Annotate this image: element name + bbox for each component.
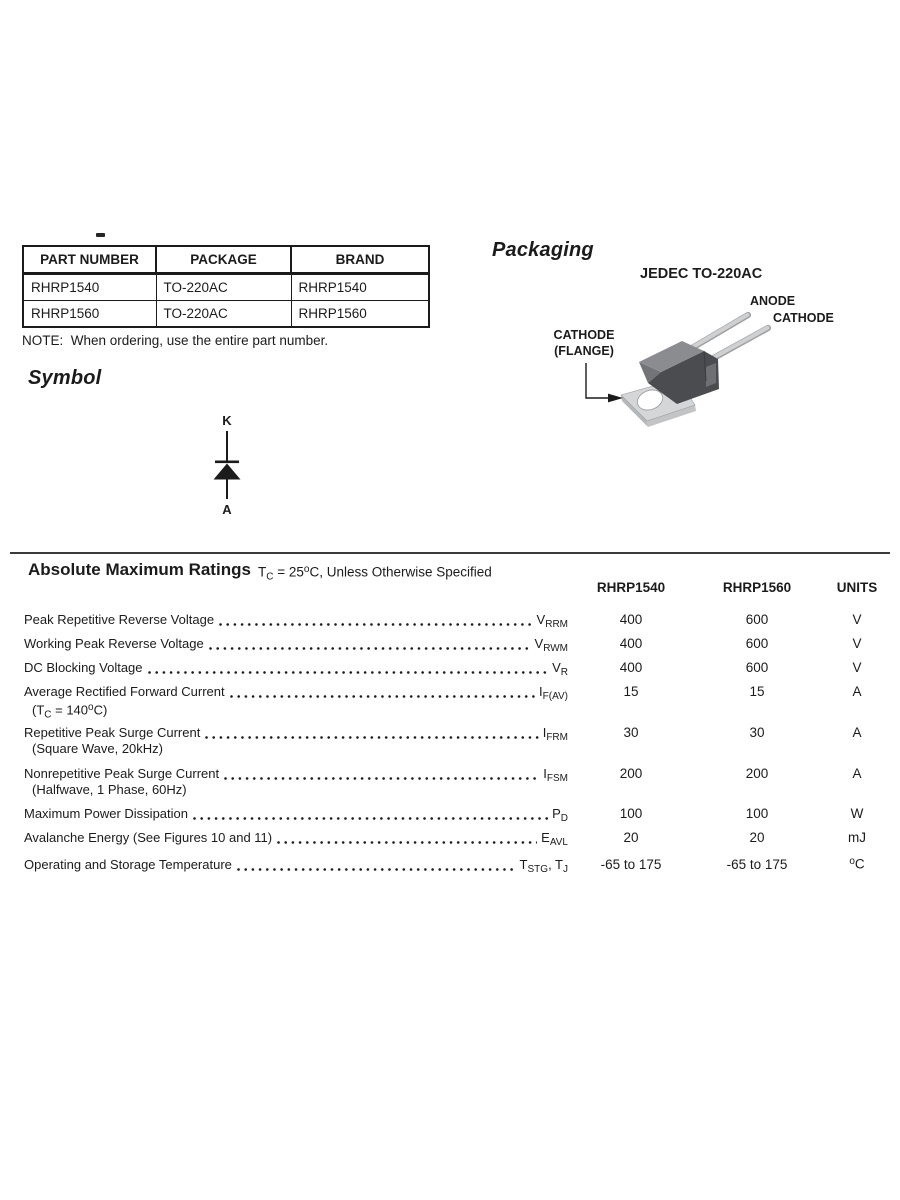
rating-row	[24, 725, 894, 766]
ratings-table	[24, 612, 894, 878]
rating-units	[820, 612, 894, 628]
ordering-note: NOTE: When ordering, use the entire part number.	[22, 333, 329, 348]
rating-parameter-condition	[32, 700, 107, 724]
rating-row	[24, 766, 894, 806]
rating-value-rhrp1540: 400	[619, 660, 643, 675]
cathode-flange-label-line1: CATHODE	[553, 328, 615, 342]
rating-symbol	[552, 806, 568, 827]
rating-row	[24, 684, 894, 725]
subscript: F(AV)	[542, 691, 568, 702]
text-segment: V	[534, 636, 544, 651]
superscript: o	[303, 564, 310, 575]
dotted-leader	[222, 766, 539, 787]
text-segment: I	[542, 725, 547, 740]
rating-row-left	[24, 636, 568, 657]
dotted-leader	[146, 660, 549, 681]
text-segment: V	[536, 612, 546, 627]
superscript: o	[849, 856, 855, 867]
table-row	[23, 301, 429, 328]
rating-symbol	[539, 684, 568, 705]
rating-parameter: Repetitive Peak Surge Current	[24, 725, 201, 740]
rating-symbol	[543, 725, 568, 746]
rating-units	[820, 766, 894, 782]
rating-value-rhrp1540: 15	[623, 684, 639, 699]
flange-pointer-arrow	[586, 363, 623, 402]
rating-parameter: Nonrepetitive Peak Surge Current	[24, 766, 220, 781]
subscript: AVL	[549, 837, 568, 848]
rating-parameter: Avalanche Energy (See Figures 10 and 11)	[24, 830, 273, 845]
cathode-flange-label-line2: (FLANGE)	[554, 344, 614, 358]
subscript: C	[44, 709, 52, 721]
dotted-leader	[191, 806, 548, 827]
subscript: RRM	[545, 619, 568, 630]
text-segment: (T	[32, 702, 45, 718]
rating-row	[24, 636, 894, 660]
rating-value-rhrp1540: 30	[623, 725, 639, 740]
ordering-cell: TO-220AC	[156, 301, 291, 328]
table-row	[23, 274, 429, 301]
text-segment: I	[543, 766, 547, 781]
rating-units	[820, 830, 894, 846]
rating-row-left	[24, 660, 568, 681]
text-segment: = 25	[273, 564, 304, 580]
rating-row-left	[24, 830, 568, 851]
rating-parameter-condition	[32, 741, 163, 757]
ordering-cell: RHRP1560	[291, 301, 429, 328]
text-segment: V	[852, 636, 862, 651]
ordering-cell: RHRP1540	[23, 274, 156, 301]
text-segment: , T	[548, 856, 563, 872]
rating-parameter-condition	[32, 782, 187, 798]
rating-value-rhrp1540: -65 to 175	[600, 856, 662, 872]
rating-symbol	[541, 830, 568, 851]
rating-row-left	[24, 725, 568, 756]
rating-parameter: Working Peak Reverse Voltage	[24, 636, 204, 651]
subscript: C	[266, 571, 274, 583]
ordering-table-head	[23, 246, 429, 274]
ordering-col-header: PACKAGE	[156, 246, 291, 274]
text-segment: mJ	[848, 830, 866, 845]
subscript: R	[560, 667, 568, 678]
section-divider	[10, 552, 890, 554]
rating-value-rhrp1560: -65 to 175	[726, 856, 788, 872]
rating-units	[820, 636, 894, 652]
text-segment: C	[854, 856, 865, 872]
ordering-cell: TO-220AC	[156, 274, 291, 301]
rating-symbol	[520, 857, 568, 878]
text-segment: V	[552, 660, 561, 675]
dotted-leader	[228, 684, 535, 705]
text-segment: T	[519, 856, 528, 872]
rating-units	[820, 684, 894, 700]
rating-row	[24, 806, 894, 830]
jedec-package-label: JEDEC TO-220AC	[640, 266, 763, 282]
rating-parameter: Average Rectified Forward Current	[24, 684, 225, 699]
cathode-flange-label	[548, 327, 620, 359]
anode-lead-label: ANODE	[750, 294, 796, 308]
rating-units	[820, 660, 894, 676]
text-segment: A	[852, 684, 862, 699]
text-segment: C, Unless Otherwise Specified	[309, 564, 492, 580]
text-segment: C)	[93, 702, 108, 718]
rating-value-rhrp1560: 600	[745, 636, 769, 651]
ratings-heading: Absolute Maximum Ratings	[28, 560, 251, 579]
rating-value-rhrp1560: 600	[745, 612, 769, 627]
rating-parameter: Maximum Power Dissipation	[24, 806, 188, 821]
rating-value-rhrp1560: 200	[745, 766, 769, 781]
subscript: STG	[527, 863, 549, 875]
diode-symbol	[196, 431, 258, 501]
rating-value-rhrp1540: 400	[619, 636, 643, 651]
rating-value-rhrp1540: 20	[623, 830, 639, 845]
symbol-cathode-label: K	[222, 413, 232, 428]
rating-units	[820, 854, 894, 873]
text-segment: = 140	[51, 702, 89, 718]
packaging-heading: Packaging	[492, 239, 594, 261]
dotted-leader	[235, 857, 516, 878]
rating-value-rhrp1540: 200	[619, 766, 643, 781]
rating-value-rhrp1560: 100	[745, 806, 769, 821]
rating-value-rhrp1540: 400	[619, 612, 643, 627]
subscript: FRM	[546, 732, 568, 743]
rating-symbol	[543, 766, 568, 787]
ordering-col-header: BRAND	[291, 246, 429, 274]
rating-parameter: Operating and Storage Temperature	[24, 856, 232, 872]
text-segment: A	[852, 766, 862, 781]
rating-row-left	[24, 766, 568, 797]
subscript: FSM	[546, 773, 568, 784]
rating-row-left	[24, 684, 568, 721]
text-segment: I	[539, 684, 543, 699]
rating-units	[820, 725, 894, 741]
symbol-heading: Symbol	[28, 367, 102, 389]
ordering-table	[22, 245, 430, 328]
rating-symbol	[535, 636, 568, 657]
subscript: D	[560, 813, 568, 824]
text-segment: (Halfwave, 1 Phase, 60Hz)	[32, 782, 187, 797]
rating-value-rhrp1540: 100	[619, 806, 643, 821]
ordering-cell: RHRP1560	[23, 301, 156, 328]
rating-row-left	[24, 612, 568, 633]
cathode-lead-label: CATHODE	[773, 311, 834, 325]
dotted-leader	[207, 636, 531, 657]
rating-row	[24, 854, 894, 878]
subscript: J	[563, 863, 568, 875]
text-segment: V	[852, 612, 862, 627]
rating-value-rhrp1560: 20	[749, 830, 765, 845]
dotted-leader	[217, 612, 532, 633]
text-segment: (Square Wave, 20kHz)	[32, 741, 164, 756]
column-header-rhrp1560: RHRP1560	[722, 580, 792, 595]
column-header-units: UNITS	[836, 580, 878, 595]
rating-symbol	[552, 660, 568, 681]
subscript: RWM	[543, 643, 568, 654]
dotted-leader	[203, 725, 538, 746]
diode-triangle	[214, 464, 241, 480]
diode-cathode-bar	[215, 461, 239, 464]
rating-value-rhrp1560: 15	[749, 684, 765, 699]
rating-value-rhrp1560: 30	[749, 725, 765, 740]
rating-units	[820, 806, 894, 822]
symbol-anode-label: A	[222, 502, 232, 517]
cropped-heading-artifact	[96, 233, 105, 237]
rating-parameter: DC Blocking Voltage	[24, 660, 143, 675]
ordering-table-body	[23, 274, 429, 328]
dotted-leader	[275, 830, 537, 851]
superscript: o	[88, 702, 94, 713]
text-segment: W	[850, 806, 864, 821]
text-segment: A	[852, 725, 862, 740]
text-segment: V	[852, 660, 862, 675]
text-segment: T	[258, 564, 267, 580]
ordering-cell: RHRP1540	[291, 274, 429, 301]
rating-symbol	[537, 612, 568, 633]
ordering-col-header: PART NUMBER	[23, 246, 156, 274]
table-header-row	[23, 246, 429, 274]
text-segment: E	[541, 830, 550, 845]
rating-row	[24, 830, 894, 854]
column-header-rhrp1540: RHRP1540	[596, 580, 666, 595]
text-segment: P	[552, 806, 561, 821]
rating-row-left	[24, 857, 568, 878]
rating-row-left	[24, 806, 568, 827]
rating-parameter: Peak Repetitive Reverse Voltage	[24, 612, 215, 627]
rating-row	[24, 612, 894, 636]
rating-row	[24, 660, 894, 684]
rating-value-rhrp1560: 600	[745, 660, 769, 675]
ratings-conditions	[258, 564, 492, 583]
